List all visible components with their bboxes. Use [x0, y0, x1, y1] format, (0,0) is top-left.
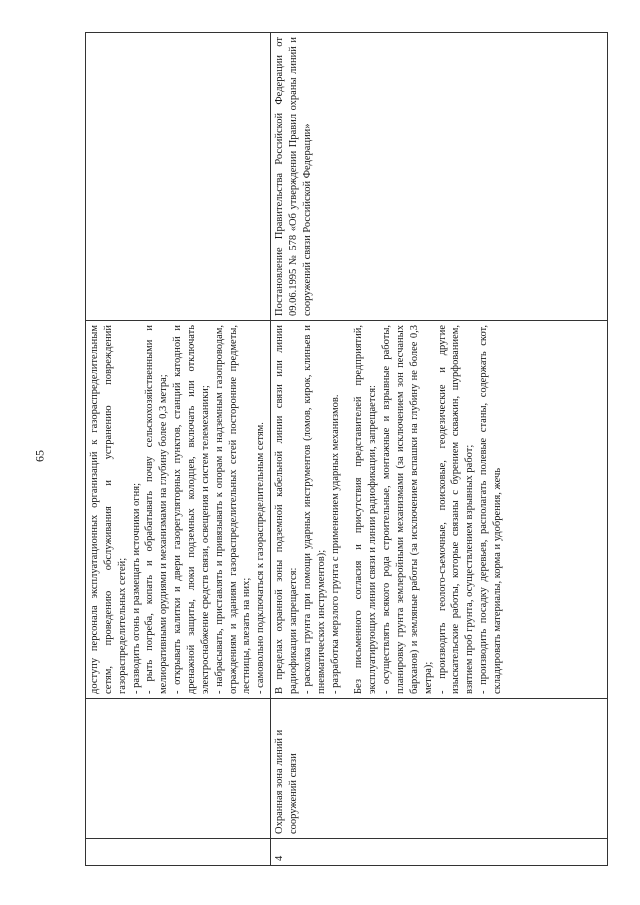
rotated-table-wrapper — [85, 35, 608, 866]
page-number: 65 — [32, 450, 47, 462]
row-number-cell: 4 — [271, 839, 608, 866]
zone-name-cell — [86, 699, 271, 839]
restriction-paragraph: - самовольно подключаться к газораспределительным сетям. — [255, 422, 267, 694]
restrictions-cell — [271, 321, 608, 699]
paragraph-spacer — [342, 325, 352, 694]
restriction-paragraph: - осуществлять всякого рода строительные, монтажные и взрывные работы, планировку грунта землеройными механизмами (за исключением зон песчаных барханов) и земляные работы (за исключением вспашки на глубину не более 0,3 метра); — [381, 325, 434, 694]
restriction-paragraph: - набрасывать, приставлять и привязывать к опорам и надземным газопроводам, ограждениям и зданиям газораспределительных сетей посторонние предметы, лестницы, влезать на них; — [213, 325, 253, 694]
legal-basis-cell — [86, 33, 271, 321]
restriction-paragraph: - расколка грунта при помощи ударных инструментов (ломов, кирок, клиньев и пневматических инструментов); — [301, 325, 327, 694]
restriction-paragraph: - производить посадку деревьев, располагать полевые станы, содержать скот, складировать материалы, корма и удобрения, жечь — [478, 325, 504, 694]
zone-name-cell: Охранная зона линий и сооружений связи — [271, 699, 608, 839]
regulations-table — [85, 32, 608, 866]
table-row — [271, 33, 608, 866]
restriction-paragraph: - открывать калитки и двери газорегуляторных пунктов, станций катодной и дренажной защиты, люки подземных колодцев, включать или отключать электроснабжение средств связи, освещения и систем телемеханики; — [172, 325, 211, 694]
restriction-paragraph: - производить геолого-съемочные, поисковые, геодезические и другие изыскательские работы, которые связаны с бурением скважин, шурфованием, взятием проб грунта, осуществлением взрывных работ; — [436, 325, 476, 694]
legal-basis-cell: Постановление Правительства Российской Федерации от 09.06.1995 № 578 «Об утверждении Правил охраны линий и сооружений связи Российской Федерации» — [271, 33, 608, 321]
restriction-paragraph: Без письменного согласия и присутствия представителей предприятий, эксплуатирующих линии связи и линии радиофикации, запрещается: — [353, 325, 379, 694]
row-number-cell — [86, 839, 271, 866]
restriction-paragraph: В пределах охранной зоны подземной кабельной линии связи или линии радиофикации запрещается: — [274, 325, 300, 694]
table-row — [86, 33, 271, 866]
restriction-paragraph: - разработка мерзлого грунта с применением ударных механизмов. — [329, 394, 341, 694]
restrictions-cell — [86, 321, 271, 699]
restriction-paragraph: доступу персонала эксплуатационных организаций к газораспределительным сетям, проведению обслуживания и устранению повреждений газораспределительных сетей; — [89, 325, 128, 694]
restriction-paragraph: - рыть погреба, копать и обрабатывать почву сельскохозяйственными и мелиоративными орудиями и механизмами на глубину более 0,3 метра; — [144, 325, 170, 694]
restriction-paragraph: - разводить огонь и размещать источники огня; — [130, 483, 142, 694]
